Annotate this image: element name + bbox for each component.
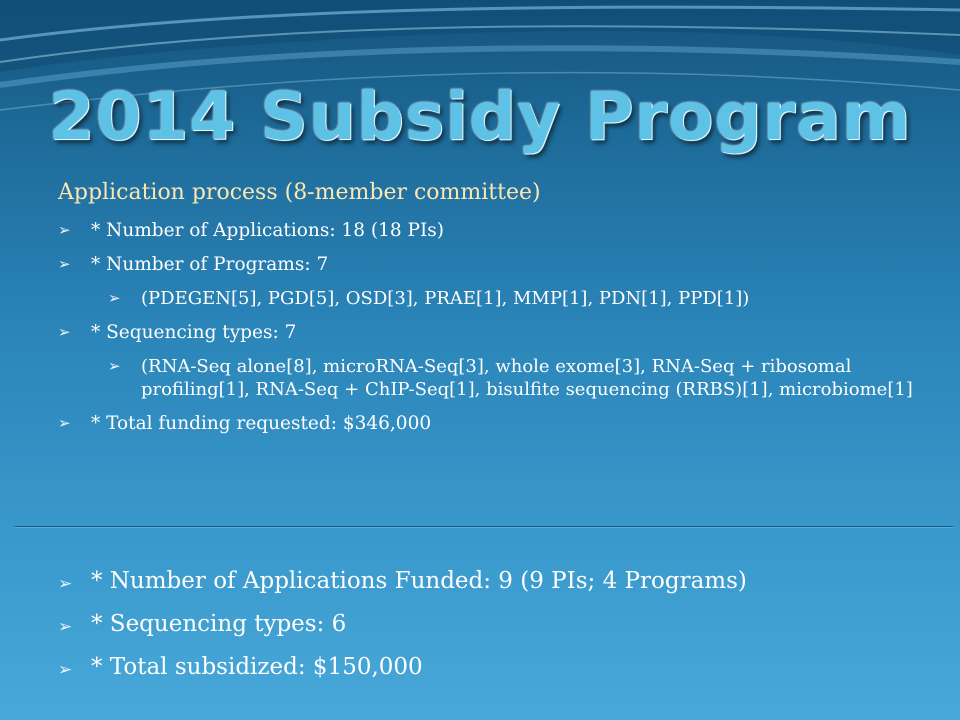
arrow-bullet-icon: ➢ bbox=[58, 574, 73, 594]
bullet-text: (PDEGEN[5], PGD[5], OSD[3], PRAE[1], MMP[1], PDN[1], PPD[1]) bbox=[141, 288, 750, 309]
arrow-bullet-icon: ➢ bbox=[108, 357, 121, 375]
bullet-text: * Number of Applications Funded: 9 (9 PIs; 4 Programs) bbox=[91, 568, 747, 594]
results-area bbox=[58, 567, 938, 696]
bullet-applications bbox=[58, 219, 938, 242]
arrow-bullet-icon: ➢ bbox=[58, 221, 71, 239]
slide-title: 2014 Subsidy Program bbox=[48, 78, 912, 155]
bullet-text: * Total subsidized: $150,000 bbox=[91, 654, 423, 680]
content-area bbox=[58, 180, 938, 446]
divider-line bbox=[15, 526, 953, 527]
bullet-programs bbox=[58, 253, 938, 276]
bullet-text: * Sequencing types: 7 bbox=[91, 322, 297, 343]
arrow-bullet-icon: ➢ bbox=[58, 255, 71, 273]
bullet-text: * Number of Programs: 7 bbox=[91, 254, 329, 275]
bullet-programs-detail bbox=[108, 287, 938, 310]
bullet-funding-requested bbox=[58, 412, 938, 435]
bullet-funded-sequencing-types bbox=[58, 610, 938, 638]
bullet-text: * Number of Applications: 18 (18 PIs) bbox=[91, 220, 444, 241]
arrow-bullet-icon: ➢ bbox=[108, 289, 121, 307]
bullet-applications-funded bbox=[58, 567, 938, 595]
bullet-text: * Sequencing types: 6 bbox=[91, 611, 347, 637]
bullet-sequencing-types bbox=[58, 321, 938, 344]
arrow-bullet-icon: ➢ bbox=[58, 414, 71, 432]
bullet-sequencing-detail bbox=[108, 355, 938, 401]
bullet-total-subsidized bbox=[58, 653, 938, 681]
arrow-bullet-icon: ➢ bbox=[58, 660, 73, 680]
arrow-bullet-icon: ➢ bbox=[58, 617, 73, 637]
arrow-bullet-icon: ➢ bbox=[58, 323, 71, 341]
section-heading: Application process (8-member committee) bbox=[58, 180, 541, 205]
bullet-text: (RNA-Seq alone[8], microRNA-Seq[3], whole exome[3], RNA-Seq + ribosomal profiling[1], RNA-Seq + ChIP-Seq[1], bisulfite sequencing (RRBS)[1], microbiome[1] bbox=[141, 356, 913, 400]
bullet-text: * Total funding requested: $346,000 bbox=[91, 413, 432, 434]
